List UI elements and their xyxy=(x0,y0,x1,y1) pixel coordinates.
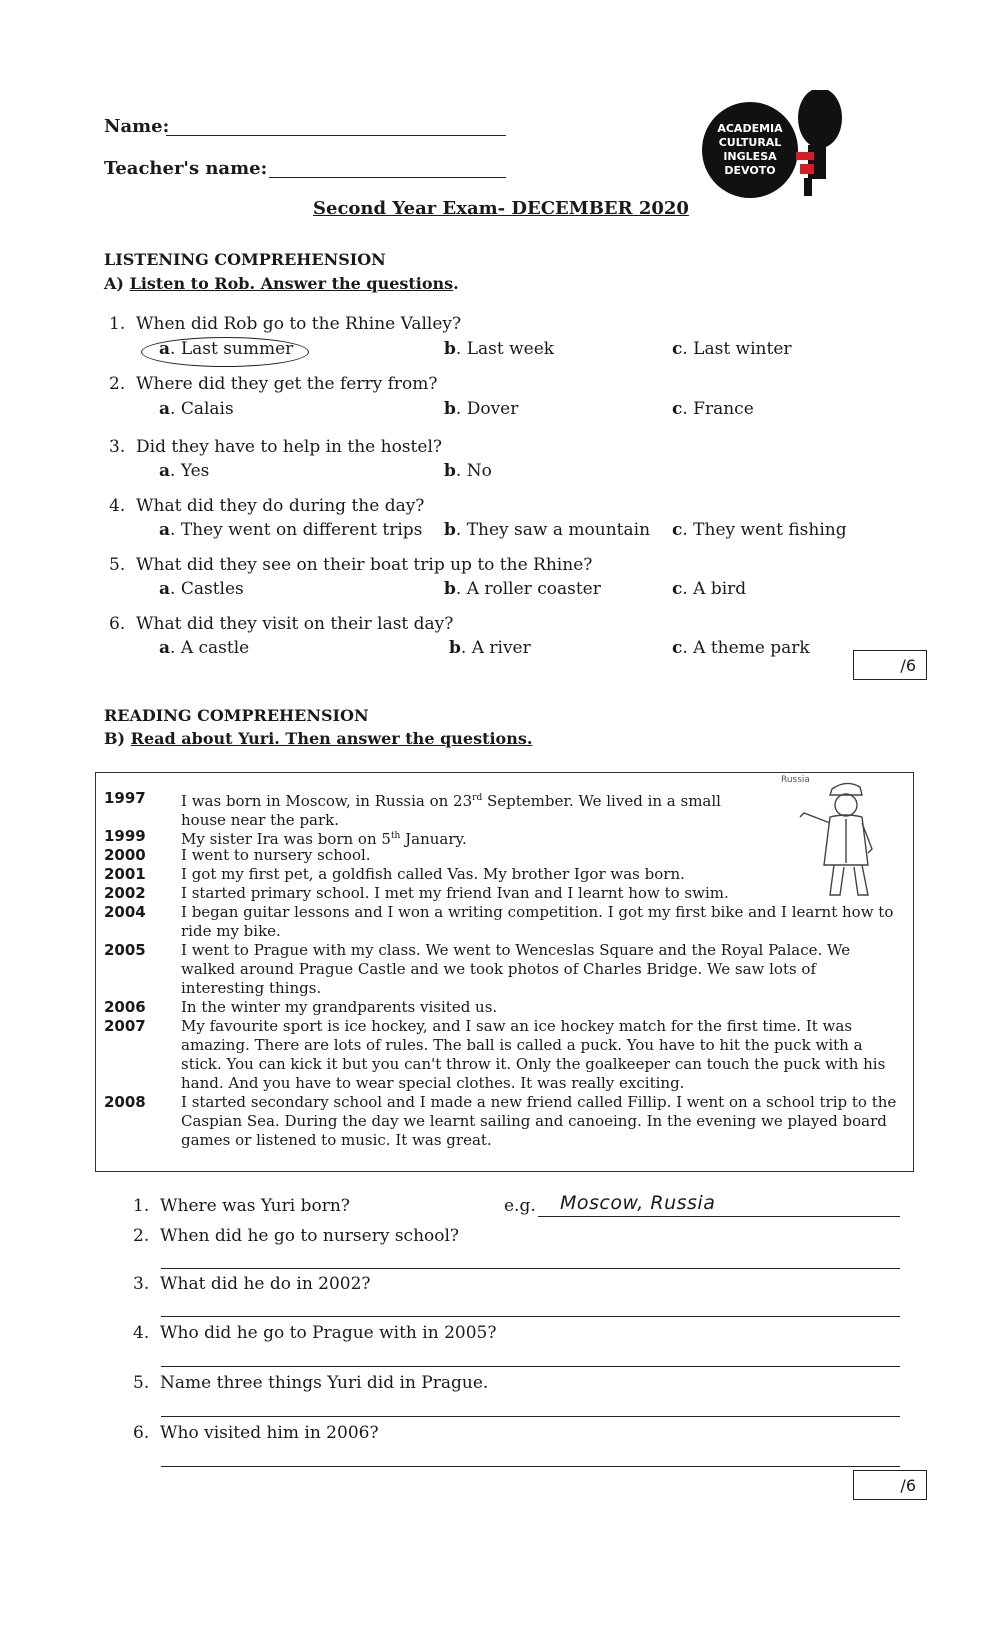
russia-label: Russia xyxy=(781,775,810,785)
reading-question-6 xyxy=(133,1423,379,1443)
school-logo xyxy=(700,90,850,200)
year-label: 2006 xyxy=(104,998,146,1016)
option-4b[interactable]: b. They saw a mountain xyxy=(444,520,651,540)
option-letter: a xyxy=(159,579,171,599)
logo-line-1: ACADEMIA xyxy=(717,122,783,135)
entry-text: I was born in Moscow, in Russia on 23 xyxy=(181,792,473,810)
reading-instr-prefix: B) xyxy=(104,729,131,748)
option-letter: c xyxy=(672,339,683,359)
entry-text-continued: September. We lived in a small house near the park. xyxy=(181,792,721,829)
listening-question-4 xyxy=(109,496,424,516)
option-text: No xyxy=(466,461,492,481)
reading-instruction xyxy=(104,729,532,748)
example-answer: Moscow, Russia xyxy=(560,1192,716,1214)
listening-question-3 xyxy=(109,437,442,457)
listening-question-5 xyxy=(109,555,592,575)
question-number: 6. xyxy=(133,1423,150,1443)
question-text: Did they have to help in the hostel? xyxy=(136,437,442,457)
teacher-name-input-line[interactable] xyxy=(269,177,506,178)
option-text: Castles xyxy=(180,579,244,599)
option-letter: b xyxy=(444,520,456,540)
question-number: 3. xyxy=(109,437,126,457)
option-2c[interactable]: c. France xyxy=(672,399,754,419)
year-label: 2008 xyxy=(104,1093,146,1111)
option-letter: b xyxy=(449,638,461,658)
question-number: 2. xyxy=(109,374,126,394)
option-2b[interactable]: b. Dover xyxy=(444,399,519,419)
option-6b[interactable]: b. A river xyxy=(449,638,531,658)
option-text: Last winter xyxy=(693,339,792,359)
reading-section-title: READING COMPREHENSION xyxy=(104,706,369,725)
answer-line-3[interactable] xyxy=(161,1316,900,1317)
year-label: 2001 xyxy=(104,865,146,883)
year-label: 2004 xyxy=(104,903,146,921)
option-text: Last week xyxy=(466,339,555,359)
option-4c[interactable]: c. They went fishing xyxy=(672,520,847,540)
option-text: Yes xyxy=(180,461,210,481)
option-5c[interactable]: c. A bird xyxy=(672,579,747,599)
option-letter: b xyxy=(444,461,456,481)
question-text: Name three things Yuri did in Prague. xyxy=(160,1373,489,1393)
question-text: When did Rob go to the Rhine Valley? xyxy=(136,314,462,334)
question-number: 6. xyxy=(109,614,126,634)
option-6c[interactable]: c. A theme park xyxy=(672,638,810,658)
option-letter: a xyxy=(159,399,171,419)
listening-score-box[interactable] xyxy=(853,650,927,680)
option-text: A roller coaster xyxy=(466,579,601,599)
option-text: Last summer xyxy=(180,339,294,359)
question-number: 1. xyxy=(109,314,126,334)
ordinal-suffix: th xyxy=(390,831,401,841)
option-text: They went on different trips xyxy=(180,520,423,540)
option-4a[interactable]: a. They went on different trips xyxy=(159,520,423,540)
reading-instr-text: Read about Yuri. Then answer the questions. xyxy=(130,729,533,748)
listening-question-6 xyxy=(109,614,453,634)
teacher-name-label: Teacher's name: xyxy=(104,158,268,179)
option-letter: c xyxy=(672,638,683,658)
listening-instr-suffix: . xyxy=(453,274,459,293)
year-entry-text: I started secondary school and I made a new friend called Fillip. I went on a school trip to the Caspian Sea. During the day we learnt sailing and canoeing. In the evening we played board games or listened to music. It was great. xyxy=(181,1093,897,1149)
option-5a[interactable]: a. Castles xyxy=(159,579,244,599)
reading-question-2 xyxy=(133,1226,459,1246)
option-letter: a xyxy=(159,339,171,359)
year-entry-text: I began guitar lessons and I won a writing competition. I got my first bike and I learnt how to ride my bike. xyxy=(181,903,894,940)
option-letter: c xyxy=(672,579,683,599)
example-label: e.g. xyxy=(504,1196,536,1216)
year-entry-text: I went to Prague with my class. We went to Wenceslas Square and the Royal Palace. We walked around Prague Castle and we took photos of Charles Bridge. We saw lots of interesting things. xyxy=(181,941,851,997)
logo-line-3: INGLESA xyxy=(723,150,777,163)
option-1c[interactable]: c. Last winter xyxy=(672,339,792,359)
option-3b[interactable]: b. No xyxy=(444,461,492,481)
question-text: Who did he go to Prague with in 2005? xyxy=(160,1323,497,1343)
year-label: 2005 xyxy=(104,941,146,959)
year-label: 1999 xyxy=(104,827,146,845)
option-letter: a xyxy=(159,461,171,481)
reading-score-box[interactable] xyxy=(853,1470,927,1500)
year-entry-text xyxy=(181,789,761,830)
listening-instruction xyxy=(104,274,459,293)
exam-title: Second Year Exam- DECEMBER 2020 xyxy=(313,198,689,219)
question-text: What did he do in 2002? xyxy=(160,1274,371,1294)
year-label: 2000 xyxy=(104,846,146,864)
option-1b[interactable]: b. Last week xyxy=(444,339,555,359)
option-1a[interactable]: a. Last summer xyxy=(159,339,294,359)
year-entry-text: My favourite sport is ice hockey, and I saw an ice hockey match for the first time. It was amazing. There are lots of rules. The ball is called a puck. You have to hit the puck with a stick. You can kick it but you can't throw it. Only the goalkeeper can touch the puck with his hand. And you have to wear special clothes. It was really exciting. xyxy=(181,1017,886,1092)
score-text: /6 xyxy=(900,656,916,675)
year-entry-text: In the winter my grandparents visited us. xyxy=(181,998,498,1016)
question-number: 5. xyxy=(133,1373,150,1393)
option-letter: c xyxy=(672,399,683,419)
option-5b[interactable]: b. A roller coaster xyxy=(444,579,601,599)
name-label: Name: xyxy=(104,116,170,137)
answer-line-5[interactable] xyxy=(161,1416,900,1417)
question-text: Where did they get the ferry from? xyxy=(136,374,438,394)
score-text: /6 xyxy=(900,1476,916,1495)
listening-section-title: LISTENING COMPREHENSION xyxy=(104,250,386,269)
year-label: 2007 xyxy=(104,1017,146,1035)
year-label: 2002 xyxy=(104,884,146,902)
ordinal-suffix: rd xyxy=(472,793,483,803)
year-entry-text: I got my first pet, a goldfish called Vas. My brother Igor was born. xyxy=(181,865,685,883)
option-letter: a xyxy=(159,638,171,658)
listening-instr-prefix: A) xyxy=(104,274,130,293)
option-text: They went fishing xyxy=(693,520,847,540)
question-number: 4. xyxy=(109,496,126,516)
option-letter: a xyxy=(159,520,171,540)
answer-line-2[interactable] xyxy=(161,1268,900,1269)
option-letter: b xyxy=(444,339,456,359)
year-label: 1997 xyxy=(104,789,146,807)
option-text: A castle xyxy=(180,638,250,658)
reading-question-5 xyxy=(133,1373,488,1393)
option-text: A river xyxy=(471,638,531,658)
option-letter: b xyxy=(444,399,456,419)
entry-text: My sister Ira was born on 5 xyxy=(181,830,391,848)
question-number: 2. xyxy=(133,1226,150,1246)
question-text: When did he go to nursery school? xyxy=(160,1226,460,1246)
reading-text-box xyxy=(95,772,914,1172)
question-text: Where was Yuri born? xyxy=(160,1196,350,1216)
option-text: They saw a mountain xyxy=(466,520,651,540)
answer-line-4[interactable] xyxy=(161,1366,900,1367)
question-number: 5. xyxy=(109,555,126,575)
question-text: Who visited him in 2006? xyxy=(160,1423,379,1443)
year-entry-text: I started primary school. I met my friend Ivan and I learnt how to swim. xyxy=(181,884,729,902)
option-letter: c xyxy=(672,520,683,540)
answer-line-6[interactable] xyxy=(161,1466,900,1467)
option-6a[interactable]: a. A castle xyxy=(159,638,250,658)
logo-line-4: DEVOTO xyxy=(724,164,776,177)
option-2a[interactable]: a. Calais xyxy=(159,399,234,419)
option-text: Calais xyxy=(180,399,234,419)
option-text: Dover xyxy=(466,399,519,419)
listening-question-2 xyxy=(109,374,438,394)
listening-instr-text: Listen to Rob. Answer the questions xyxy=(129,274,454,293)
question-number: 4. xyxy=(133,1323,150,1343)
reading-question-3 xyxy=(133,1274,371,1294)
question-text: What did they visit on their last day? xyxy=(136,614,454,634)
question-number: 1. xyxy=(133,1196,150,1216)
question-text: What did they see on their boat trip up to the Rhine? xyxy=(136,555,593,575)
listening-question-1 xyxy=(109,314,461,334)
question-number: 3. xyxy=(133,1274,150,1294)
entry-text-continued: January. xyxy=(400,830,467,848)
name-input-line[interactable] xyxy=(166,135,506,136)
logo-line-2: CULTURAL xyxy=(718,136,782,149)
school-logo-graphic xyxy=(700,90,850,200)
reading-question-1 xyxy=(133,1196,350,1216)
option-text: France xyxy=(693,399,754,419)
answer-line-1[interactable] xyxy=(538,1216,900,1217)
question-text: What did they do during the day? xyxy=(136,496,425,516)
option-text: A theme park xyxy=(693,638,810,658)
option-letter: b xyxy=(444,579,456,599)
option-text: A bird xyxy=(693,579,747,599)
reading-question-4 xyxy=(133,1323,496,1343)
year-entry-text: I went to nursery school. xyxy=(181,846,371,864)
option-3a[interactable]: a. Yes xyxy=(159,461,210,481)
